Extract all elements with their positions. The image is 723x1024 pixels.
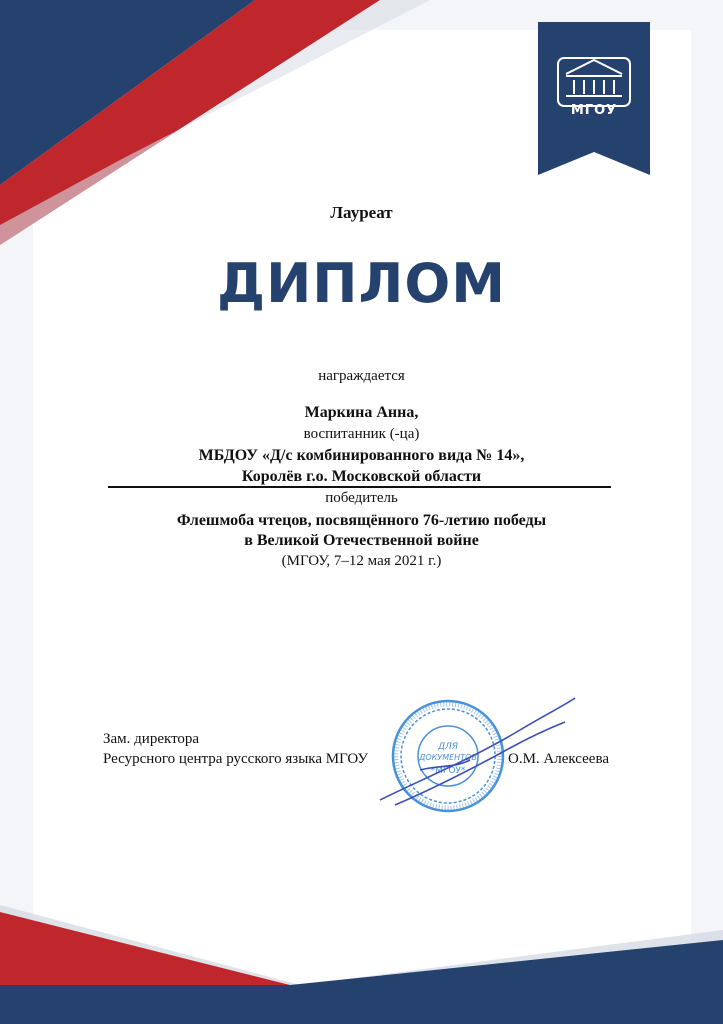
signatory-position-2: Ресурсного центра русского языка МГОУ <box>103 751 368 767</box>
organization-line-1: МБДОУ «Д/с комбинированного вида № 14», <box>198 447 525 464</box>
paper-sheet <box>33 30 691 990</box>
organization-line-2: Королёв г.о. Московской области <box>241 468 482 485</box>
event-dates: (МГОУ, 7–12 мая 2021 г.) <box>281 553 442 569</box>
stamp-text: ДЛЯ <box>437 742 459 752</box>
recipient-name: Маркина Анна, <box>304 404 419 421</box>
stamp-text: *МГОУ* <box>430 766 466 776</box>
recipient-status: воспитанник (-ца) <box>303 426 420 442</box>
diploma-category: Лауреат <box>330 203 393 222</box>
stamp-text: ДОКУМЕНТОВ <box>419 753 477 762</box>
event-title-line-2: в Великой Отечественной войне <box>244 532 479 549</box>
signatory-position-1: Зам. директора <box>103 731 200 747</box>
diploma-title: ДИПЛОМ <box>217 252 506 315</box>
awarded-label: награждается <box>318 368 405 384</box>
logo-label: МГОУ <box>570 103 618 118</box>
event-title-line-1: Флешмоба чтецов, посвящённого 76-летию победы <box>176 512 547 529</box>
divider-line <box>108 486 611 488</box>
result-label: победитель <box>325 490 398 506</box>
signatory-name: О.М. Алексеева <box>508 751 610 767</box>
